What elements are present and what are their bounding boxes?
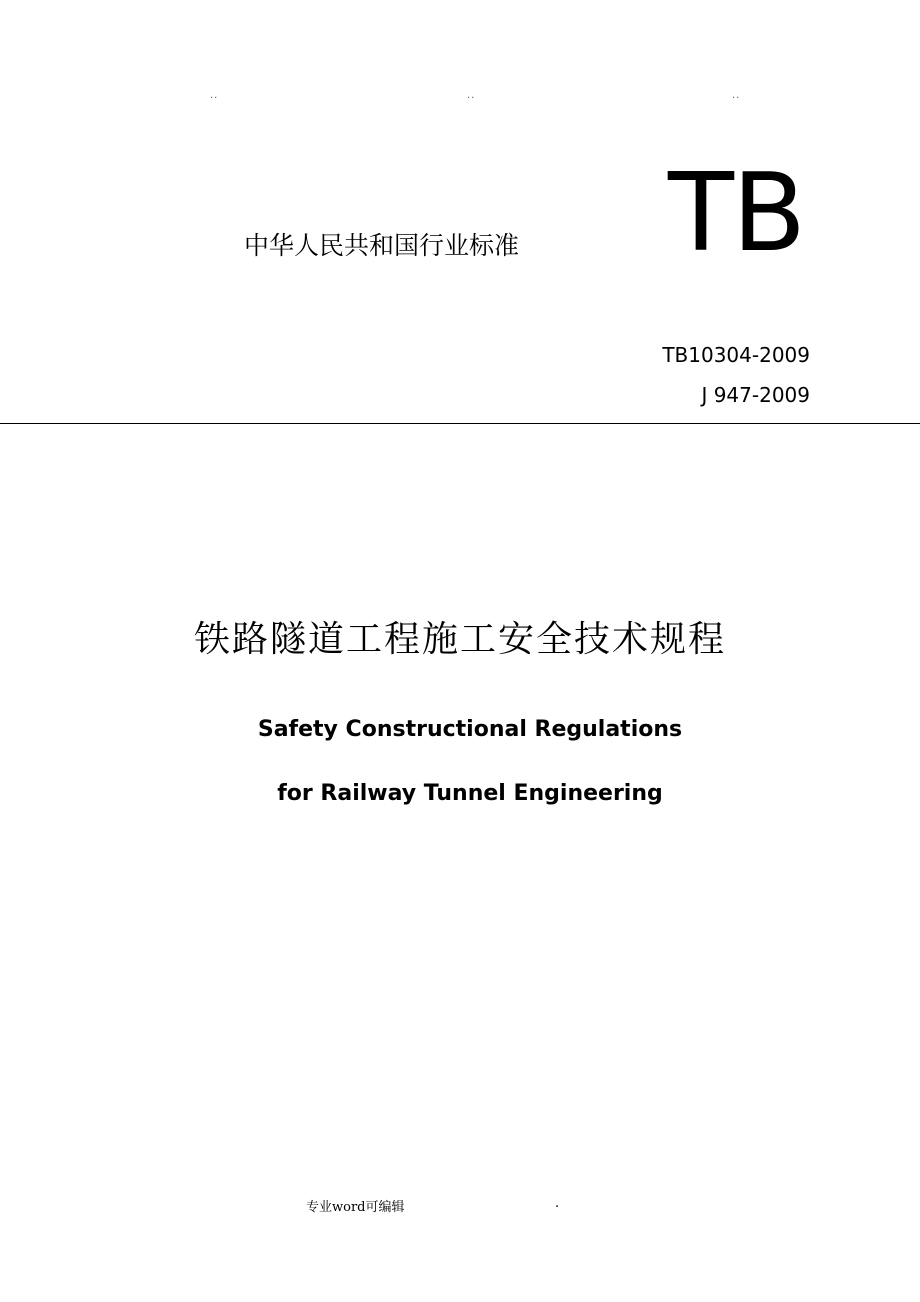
standard-category-label: 中华人民共和国行业标准 <box>244 231 520 260</box>
footer-note: 专业word可编辑 <box>306 1200 405 1215</box>
header-mark-right: .. <box>732 90 741 101</box>
document-title-english-line1: Safety Constructional Regulations <box>257 717 683 742</box>
header-mark-left: .. <box>210 90 219 101</box>
standard-number-j: J 947-2009 <box>701 383 810 407</box>
document-title-chinese: 铁路隧道工程施工安全技术规程 <box>193 619 726 660</box>
horizontal-divider <box>0 423 920 424</box>
footer-mark: . <box>555 1196 560 1211</box>
header-mark-center: .. <box>467 90 476 101</box>
standard-number-tb: TB10304-2009 <box>662 343 810 367</box>
standard-code-mark: TB <box>668 151 805 276</box>
document-title-english-line2: for Railway Tunnel Engineering <box>277 781 663 806</box>
